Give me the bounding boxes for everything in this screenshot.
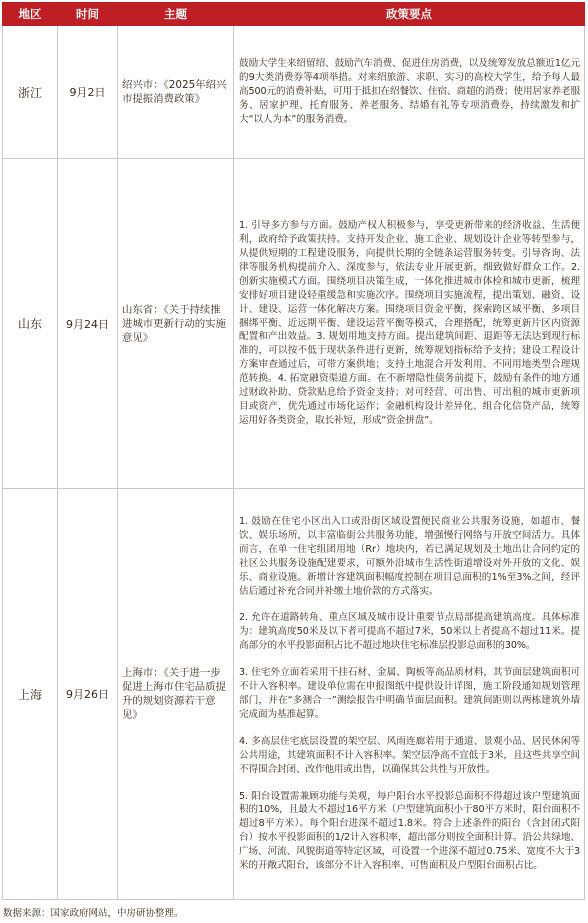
policy-paragraph: 4. 多高层住宅底层设置的架空层、风雨连廊若用于通道、景观小品、居民休闲等公共用途，其建筑面积不计入容积率。架空层净高不宜低于3米，且这些共享空间不得围合封闭、改作他用或出售，以确保其公共性与开放性。 bbox=[239, 735, 580, 775]
table-row bbox=[3, 159, 585, 489]
policy-paragraph: 1. 引导多方参与方面。鼓励产权人积极参与，享受更新带来的经济收益、生活便利，政府给予政策扶持。支持开发企业、施工企业、规划设计企业等转型参与，从提供短期的工程建设服务，向提供长期的全链条运营服务转变。引导咨询、法律等服务机构提前介入、深度参与，依法专业开展更新，细致做好群众工作。2. 创新实施模式方面。围绕项目决策生成，一体化推进城市体检和城市更新，梳理安排好项目建设轻重缓急和实施次序。围绕项目实施流程，提出策划、融资、设计、建设、运营一体化解决方案。围绕项目资金平衡，探索跨区域平衡、多项目捆绑平衡、近远期平衡、建设运营平衡等模式，合理搭配，统筹更新片区内资源配置和产出效益。3. 规划用地支持方面。提出建筑间距、退距等无法达到现行标准的，可以按不低于现状条件进行更新，统筹规划指标给予支持；建设工程设计方案审查通过后，可带方案供地；支持土地混合开发利用、不同用地类型合理规范转换。4. 拓宽融资渠道方面。在不新增隐性债务前提下，鼓励有条件的地方通过财政补助、贷款贴息给予资金支持；对可经营、可出售、可出租的城市更新项目或资产，优先通过市场化运作；金融机构设计差异化、组合化信贷产品，统筹运用好各类资金，取长补短，形成“资金拼盘”。 bbox=[239, 220, 580, 426]
header-theme: 主题 bbox=[118, 3, 234, 26]
date-cell: 9月2日 bbox=[58, 26, 118, 159]
policy-paragraph: 鼓励大学生来绍留绍、鼓励汽车消费、促进住房消费，以及统筹发放总额近1亿元的9大类消费券等4项举措。对来绍旅游、求职、实习的高校大学生，给予每人最高500元的消费补贴，可用于抵扣在绍餐饮、住宿、商超的消费；使用居家养老服务、居家护理、托育服务、养老服务、结婚有礼等专项消费券，持续激发和扩大“以人为本”的服务消费。 bbox=[239, 58, 580, 125]
header-region: 地区 bbox=[3, 3, 58, 26]
header-policy-points: 政策要点 bbox=[234, 3, 585, 26]
date-cell: 9月24日 bbox=[58, 159, 118, 489]
region-cell: 浙江 bbox=[3, 26, 58, 159]
table-header-row bbox=[3, 3, 585, 26]
region-cell: 上海 bbox=[3, 489, 58, 900]
table-row bbox=[3, 489, 585, 900]
policy-paragraph: 5. 阳台设置需兼顾功能与美观，每户阳台水平投影总面积不得超过该户型建筑面积的10%，且最大不超过16平方米（户型建筑面积小于80平方米时，阳台面积不超过8平方米）。每个阳台进深不超过1.8米。符合上述条件的阳台（含封闭式阳台）按水平投影面积的1/2计入容积率，超出部分则按全面积计算。沿公共绿地、广场、河流、风貌街道等特定区域，可设置一个进深不超过0.75米、宽度不大于3米的开敞式阳台，该部分不计入容积率、可售面积及户型阳台面积占比。 bbox=[239, 790, 580, 872]
theme-cell: 山东省：《关于持续推进城市更新行动的实施意见》 bbox=[118, 159, 234, 489]
header-date: 时间 bbox=[58, 3, 118, 26]
policy-table bbox=[2, 2, 585, 900]
data-source-note: 数据来源：国家政府网站，中房研协整理。 bbox=[3, 908, 184, 919]
policy-paragraph: 3. 住宅外立面若采用干挂石材、金属、陶板等高品质材料，其节面层建筑面积可不计入容积率。建设单位需在申报图纸中提供设计详图，施工阶段通知规划管理部门，并在“多测合一”测绘报告中明确节面层面积。建筑间距则以两栋建筑外墙完成面为基准起算。 bbox=[239, 667, 580, 720]
theme-cell: 上海市：《关于进一步促进上海市住宅品质提升的规划资源若干意见》 bbox=[118, 489, 234, 900]
policy-points-cell bbox=[234, 159, 585, 489]
date-cell: 9月26日 bbox=[58, 489, 118, 900]
policy-points-cell bbox=[234, 26, 585, 159]
theme-cell: 绍兴市：《2025年绍兴市提振消费政策》 bbox=[118, 26, 234, 159]
table-row bbox=[3, 26, 585, 159]
policy-paragraph: 2. 允许在道路转角、重点区域及城市设计重要节点局部提高建筑高度。具体标准为：建筑高度50米及以下者可提高不超过7米，50米以上者提高不超过11米。提高部分的水平投影面积占比不超过地块住宅标准层投影总面积的30%。 bbox=[239, 612, 580, 652]
policy-points-cell bbox=[234, 489, 585, 900]
region-cell: 山东 bbox=[3, 159, 58, 489]
policy-paragraph: 1. 鼓励在住宅小区出入口或沿街区域设置便民商业公共服务设施，如超市、餐饮、娱乐场所，以丰富临街公共服务功能，增强慢行网络与开放空间活力。具体而言，在单一住宅组团用地（Rr）地块内，若已满足规划及土地出让合同约定的社区公共服务设施配建要求，可额外沿城市生活性街道增设对外开放的文化、娱乐、商业设施。新增计容建筑面积幅度控制在项目总面积的1%至3%之间，经评估后通过补充合同并补缴土地价款的方式落实。 bbox=[239, 516, 580, 597]
